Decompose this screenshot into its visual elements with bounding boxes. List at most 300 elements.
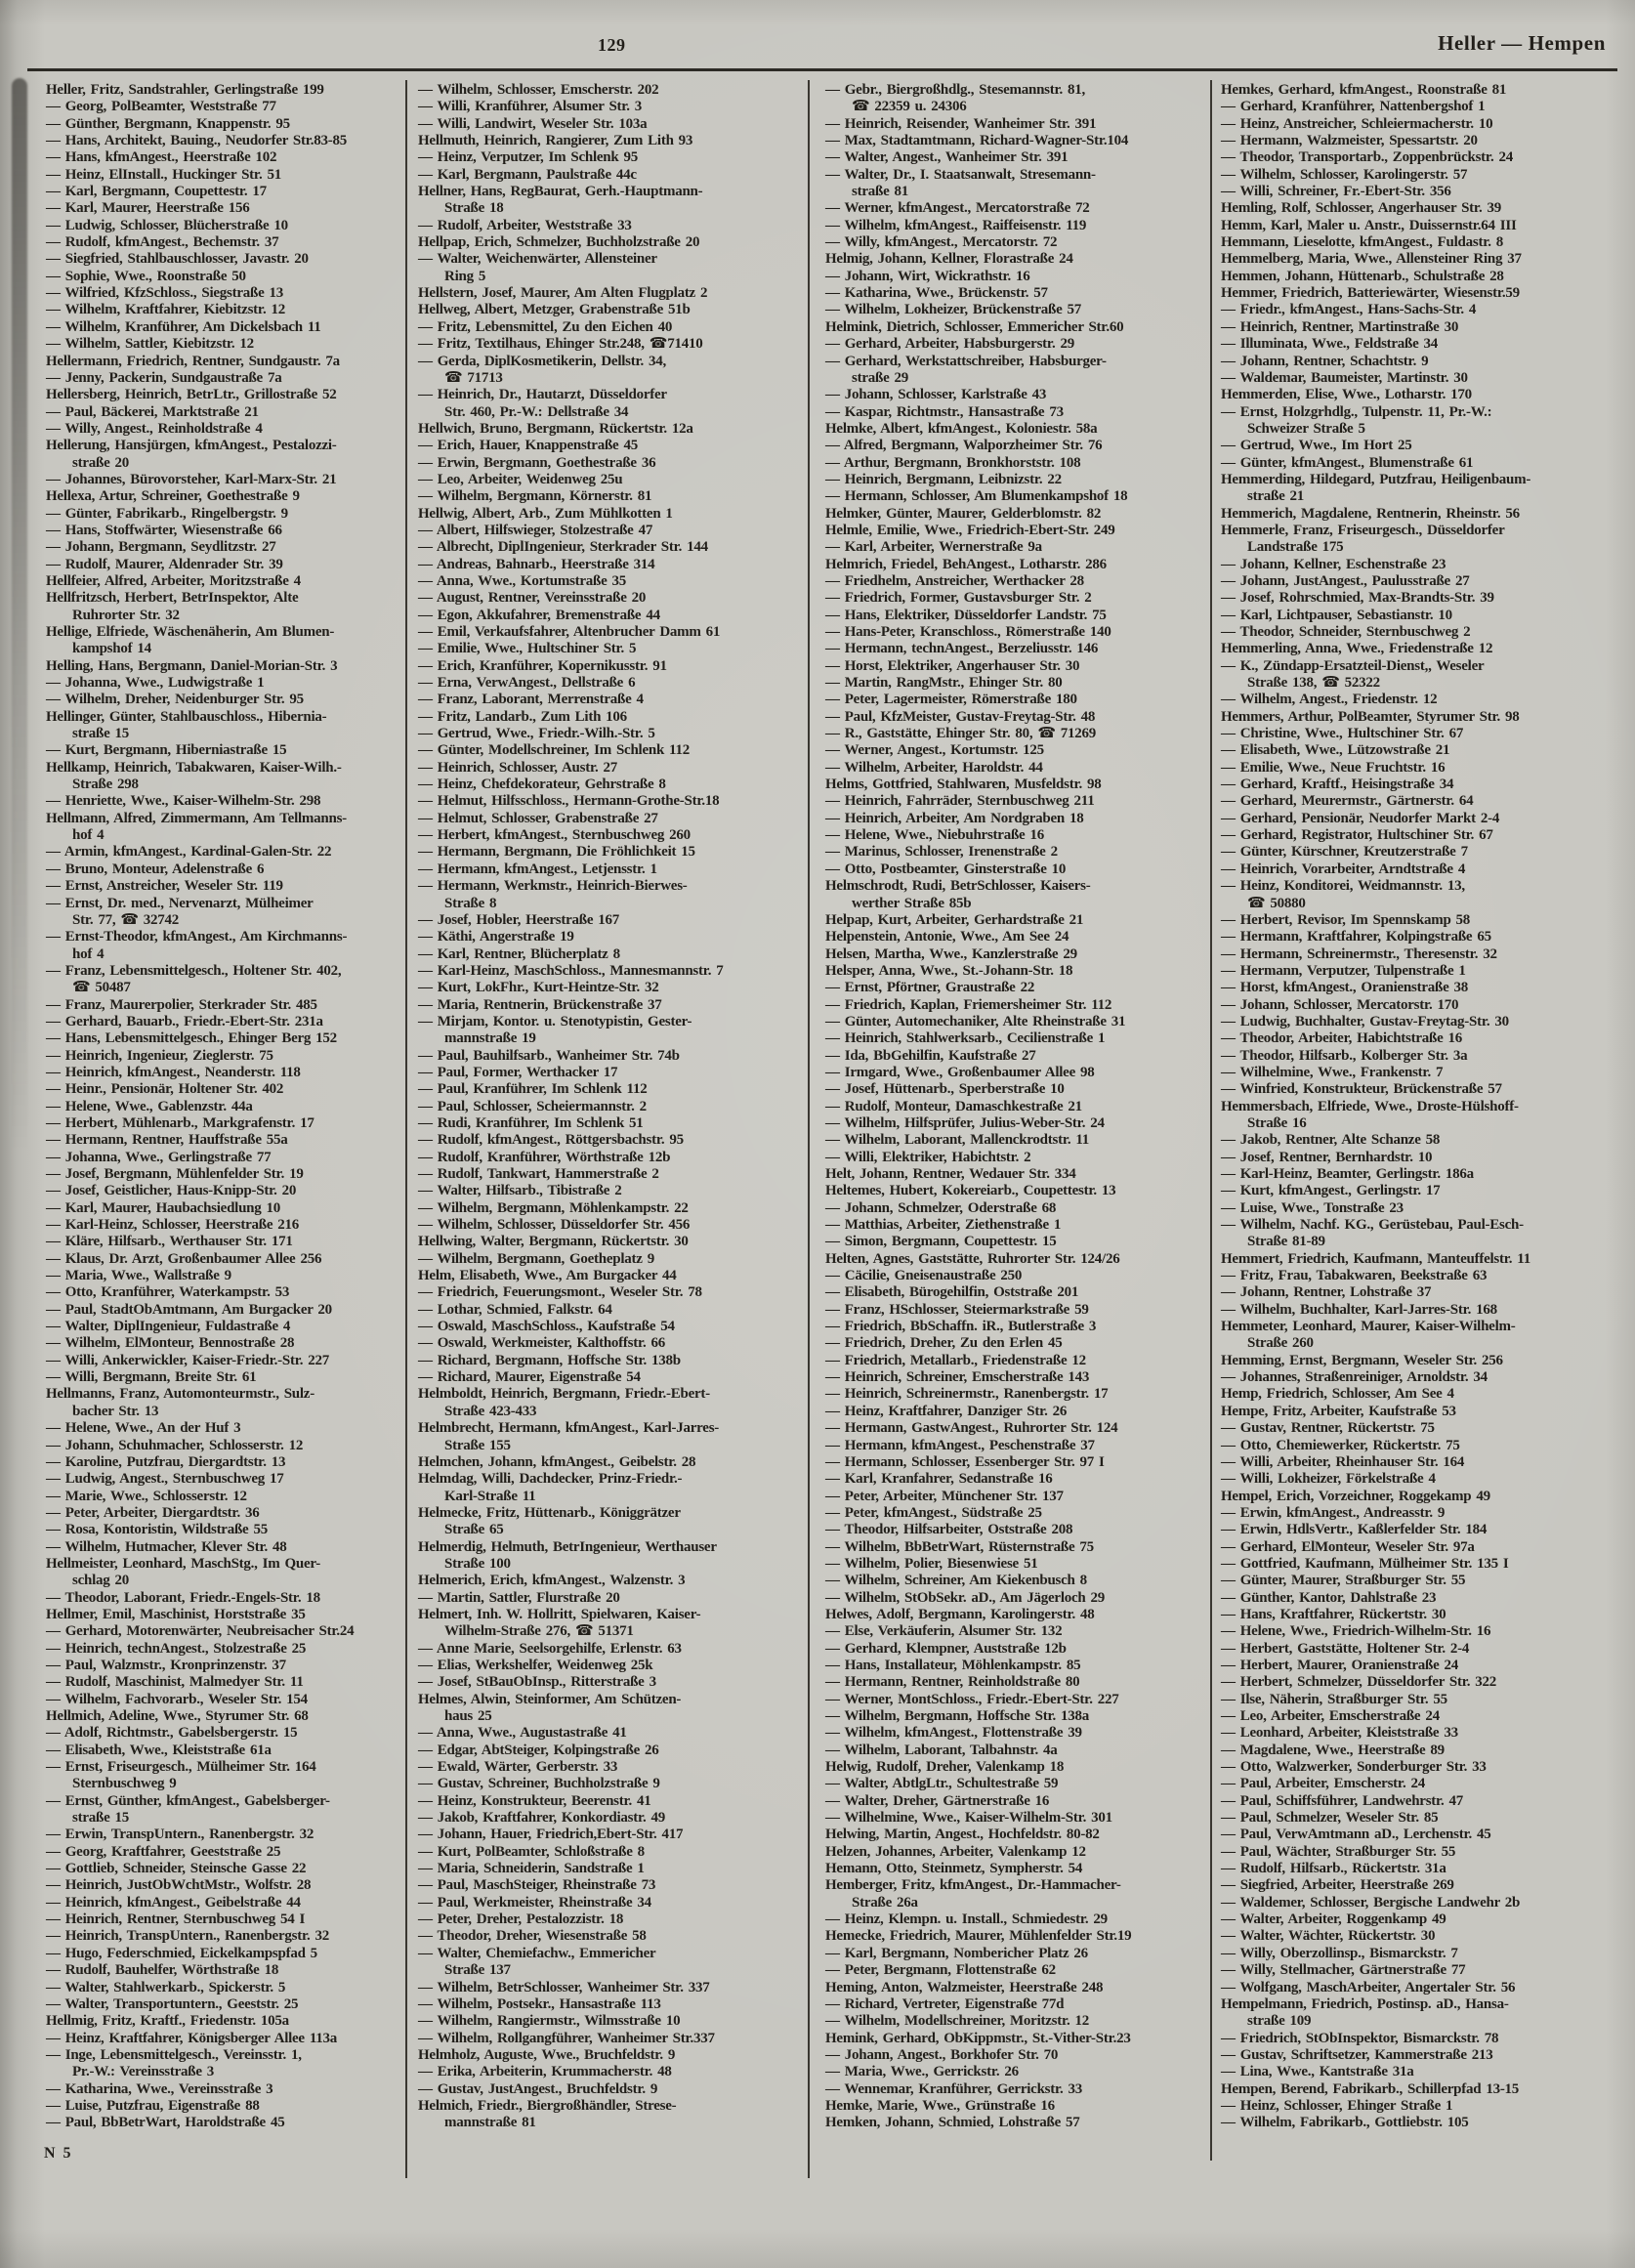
entry-line: — Franz, Laborant, Merrenstraße 4 bbox=[418, 692, 644, 708]
entry-line: Helmke, Albert, kfmAngest., Koloniestr. 58a bbox=[825, 420, 1098, 437]
entry-line: Heming, Anton, Walzmeister, Heerstraße 248 bbox=[825, 1979, 1104, 1995]
column-3 bbox=[825, 82, 1202, 2132]
entry-line: Helmbrecht, Hermann, kfmAngest., Karl-Jarres- bbox=[418, 1420, 720, 1437]
entry-line: — Erwin, HdlsVertr., Kaßlerfelder Str. 184 bbox=[1221, 1522, 1488, 1538]
entry-line: — Gertrud, Wwe., Im Hort 25 bbox=[1221, 438, 1412, 454]
entry-line: Hellinger, Günter, Stahlbauschloss., Hibernia- bbox=[46, 708, 327, 725]
entry-line: Helm, Elisabeth, Wwe., Am Burgacker 44 bbox=[418, 1268, 677, 1284]
entry-line: — Jakob, Rentner, Alte Schanze 58 bbox=[1221, 1132, 1441, 1149]
entry-line: — Willi, Schreiner, Fr.-Ebert-Str. 356 bbox=[1221, 184, 1451, 200]
entry-line: — Josef, Rohrschmied, Max-Brandts-Str. 39 bbox=[1221, 590, 1494, 607]
entry-line: Helmert, Inh. W. Hollritt, Spielwaren, Kaiser- bbox=[418, 1606, 701, 1622]
entry-line: Straße 298 bbox=[72, 777, 139, 793]
entry-line: — Friedrich, Feuerungsmont., Weseler Str. 78 bbox=[418, 1284, 702, 1301]
column-divider-3 bbox=[1210, 80, 1212, 2161]
entry-line: straße 15 bbox=[72, 1810, 129, 1827]
entry-line: — Hans, Kraftfahrer, Rückertstr. 30 bbox=[1221, 1606, 1446, 1622]
entry-line: — Heinrich, JustObWchtMstr., Wolfstr. 28 bbox=[46, 1877, 312, 1894]
entry-line: — Kurt, LokFhr., Kurt-Heintze-Str. 32 bbox=[418, 980, 659, 996]
entry-line: — Hans, Installateur, Möhlenkampstr. 85 bbox=[825, 1657, 1081, 1673]
entry-line: — Paul, VerwAmtmann aD., Lerchenstr. 45 bbox=[1221, 1827, 1491, 1843]
entry-line: — Karl, Bergmann, Coupettestr. 17 bbox=[46, 184, 267, 200]
entry-line: ☎ 50487 bbox=[72, 980, 131, 996]
entry-line: — Anna, Wwe., Kortumstraße 35 bbox=[418, 572, 627, 589]
entry-line: Hellige, Elfriede, Wäschenäherin, Am Blumen- bbox=[46, 624, 335, 640]
entry-line: — Friedrich, Former, Gustavsburger Str. 2 bbox=[825, 590, 1092, 607]
entry-line: — Johann, Schuhmacher, Schlosserstr. 12 bbox=[46, 1437, 304, 1453]
entry-line: — Helene, Wwe., Niebuhrstraße 16 bbox=[825, 827, 1044, 844]
entry-line: Hellersberg, Heinrich, BetrLtr., Grillostraße 52 bbox=[46, 387, 337, 403]
entry-line: — Erwin, TranspUntern., Ranenbergstr. 32 bbox=[46, 1827, 314, 1843]
entry-line: — Helmut, Hilfsschloss., Hermann-Grothe-Str.18 bbox=[418, 793, 720, 810]
entry-line: — Wilhelm, Kranführer, Am Dickelsbach 11 bbox=[46, 318, 321, 335]
entry-line: — Walter, AbtlgLtr., Schultestraße 59 bbox=[825, 1776, 1059, 1792]
entry-line: — Paul, BbBetrWart, Haroldstraße 45 bbox=[46, 2115, 285, 2131]
entry-line: — Günter, Maurer, Straßburger Str. 55 bbox=[1221, 1573, 1466, 1589]
entry-line: — Willy, Angest., Reinholdstraße 4 bbox=[46, 420, 263, 437]
entry-line: Hellfritzsch, Herbert, BetrInspektor, Alte bbox=[46, 590, 299, 607]
entry-line: — Heinrich, Reisender, Wanheimer Str. 391 bbox=[825, 115, 1097, 132]
entry-line: — Egon, Akkufahrer, Bremenstraße 44 bbox=[418, 607, 660, 623]
entry-line: — Hermann, Schlosser, Essenberger Str. 97 I bbox=[825, 1453, 1105, 1470]
entry-line: Hempe, Fritz, Arbeiter, Kaufstraße 53 bbox=[1221, 1403, 1456, 1419]
entry-line: — Emilie, Wwe., Neue Fruchtstr. 16 bbox=[1221, 759, 1446, 776]
entry-line: — Erika, Arbeiterin, Krummacherstr. 48 bbox=[418, 2064, 672, 2080]
entry-line: — Gerhard, Pensionär, Neudorfer Markt 2-4 bbox=[1221, 810, 1500, 826]
entry-line: — Franz, Lebensmittelgesch., Holtener Str. 402, bbox=[46, 962, 342, 979]
entry-line: — Friedr., kfmAngest., Hans-Sachs-Str. 4 bbox=[1221, 302, 1477, 318]
entry-line: — Wilhelm, Schlosser, Düsseldorfer Str. 456 bbox=[418, 1217, 691, 1234]
entry-line: — Ernst, Friseurgesch., Mülheimer Str. 164 bbox=[46, 1759, 316, 1776]
entry-line: — Willy, Stellmacher, Gärtnerstraße 77 bbox=[1221, 1962, 1466, 1979]
entry-line: — Franz, HSchlosser, Steiermarkstraße 59 bbox=[825, 1301, 1089, 1318]
entry-line: — Willy, Oberzollinsp., Bismarckstr. 7 bbox=[1221, 1945, 1458, 1961]
entry-line: — Rudolf, Maurer, Aldenrader Str. 39 bbox=[46, 556, 283, 572]
entry-line: Hemke, Marie, Wwe., Grünstraße 16 bbox=[825, 2097, 1055, 2114]
entry-line: — Friedhelm, Anstreicher, Werthacker 28 bbox=[825, 572, 1084, 589]
entry-line: — Gerhard, Arbeiter, Habsburgerstr. 29 bbox=[825, 336, 1074, 353]
entry-line: Heltemes, Hubert, Kokereiarb., Coupettestr. 13 bbox=[825, 1183, 1116, 1199]
entry-line: Helmich, Friedr., Biergroßhändler, Strese- bbox=[418, 2097, 677, 2114]
entry-line: Hemm, Karl, Maler u. Anstr., Duissernstr.64 III bbox=[1221, 217, 1517, 233]
entry-line: — Wilhelm, Bergmann, Hoffsche Str. 138a bbox=[825, 1708, 1089, 1724]
entry-line: Hellmer, Emil, Maschinist, Horststraße 35 bbox=[46, 1606, 306, 1622]
entry-line: — Wilhelm, kfmAngest., Flottenstraße 39 bbox=[825, 1725, 1082, 1742]
entry-line: — Wilhelm, StObSekr. aD., Am Jägerloch 29 bbox=[825, 1589, 1105, 1606]
entry-line: — Theodor, Hilfsarbeiter, Oststraße 208 bbox=[825, 1522, 1073, 1538]
entry-line: — Horst, kfmAngest., Oranienstraße 38 bbox=[1221, 980, 1468, 996]
entry-line: — Wilhelm, Angest., Friedenstr. 12 bbox=[1221, 692, 1438, 708]
entry-line: — Richard, Vertreter, Eigenstraße 77d bbox=[825, 1995, 1065, 2012]
entry-line: — Erich, Hauer, Knappenstraße 45 bbox=[418, 438, 638, 454]
entry-line: — Ernst, Anstreicher, Weseler Str. 119 bbox=[46, 878, 283, 895]
entry-line: — Elias, Werkshelfer, Weidenweg 25k bbox=[418, 1657, 653, 1673]
entry-line: — Hermann, Bergmann, Die Fröhlichkeit 15 bbox=[418, 844, 695, 861]
entry-line: — Hermann, Rentner, Hauffstraße 55a bbox=[46, 1132, 288, 1149]
entry-line: — Gerhard, Motorenwärter, Neubreisacher Str.24 bbox=[46, 1623, 355, 1640]
entry-line: Hempel, Erich, Vorzeichner, Roggekamp 49 bbox=[1221, 1488, 1490, 1504]
entry-line: — Ernst, Holzgrhdlg., Tulpenstr. 11, Pr.-W.: bbox=[1221, 403, 1492, 420]
entry-line: — Rudolf, Hilfsarb., Rückertstr. 31a bbox=[1221, 1861, 1446, 1877]
entry-line: bacher Str. 13 bbox=[72, 1403, 159, 1419]
entry-line: — Sophie, Wwe., Roonstraße 50 bbox=[46, 268, 246, 284]
entry-line: — Walter, Arbeiter, Roggenkamp 49 bbox=[1221, 1911, 1446, 1928]
entry-line: — Kurt, Bergmann, Hiberniastraße 15 bbox=[46, 742, 287, 759]
entry-line: — Maria, Wwe., Wallstraße 9 bbox=[46, 1268, 231, 1284]
entry-line: — Heinz, Kraftfahrer, Königsberger Allee 113a bbox=[46, 2030, 338, 2046]
entry-line: — Cäcilie, Gneisenaustraße 250 bbox=[825, 1268, 1023, 1284]
entry-line: — Gebr., Biergroßhdlg., Stesemannstr. 81, bbox=[825, 82, 1086, 98]
entry-line: — Wilhelm, Modellschreiner, Moritzstr. 12 bbox=[825, 2013, 1090, 2030]
entry-line: — Karoline, Putzfrau, Diergardtstr. 13 bbox=[46, 1453, 286, 1470]
entry-line: — Magdalene, Wwe., Heerstraße 89 bbox=[1221, 1742, 1445, 1758]
entry-line: — Wilhelm, Schlosser, Emscherstr. 202 bbox=[418, 82, 659, 98]
entry-line: Helmschrodt, Rudi, BetrSchlosser, Kaisers- bbox=[825, 878, 1091, 895]
entry-line: — Paul, Arbeiter, Emscherstr. 24 bbox=[1221, 1776, 1425, 1792]
entry-line: — Karl, Arbeiter, Wernerstraße 9a bbox=[825, 539, 1042, 556]
entry-line: Hemling, Rolf, Schlosser, Angerhauser Str. 39 bbox=[1221, 200, 1501, 217]
entry-line: Straße 65 bbox=[444, 1522, 504, 1538]
entry-line: — Johann, Schlosser, Karlstraße 43 bbox=[825, 387, 1047, 403]
entry-line: — Käthi, Angerstraße 19 bbox=[418, 929, 574, 945]
entry-line: — Martin, RangMstr., Ehinger Str. 80 bbox=[825, 675, 1063, 692]
entry-line: — Ernst, Pförtner, Graustraße 22 bbox=[825, 980, 1035, 996]
entry-line: — Simon, Bergmann, Coupettestr. 15 bbox=[825, 1234, 1057, 1250]
entry-line: — Heinrich, Vorarbeiter, Arndtstraße 4 bbox=[1221, 861, 1466, 877]
entry-line: — Hans, kfmAngest., Heerstraße 102 bbox=[46, 149, 277, 166]
entry-line: Str. 77, ☎ 32742 bbox=[72, 911, 180, 928]
entry-line: Helpap, Kurt, Arbeiter, Gerhardstraße 21 bbox=[825, 911, 1084, 928]
entry-line: Hemmann, Lieselotte, kfmAngest., Fuldastr. 8 bbox=[1221, 234, 1504, 251]
entry-line: Helwes, Adolf, Bergmann, Karolingerstr. 48 bbox=[825, 1606, 1095, 1622]
entry-line: — Heinrich, Stahlwerksarb., Cecilienstraße 1 bbox=[825, 1030, 1106, 1047]
entry-line: — Siegfried, Stahlbauschlosser, Javastr. 20 bbox=[46, 251, 309, 268]
entry-line: Helmink, Dietrich, Schlosser, Emmericher Str.60 bbox=[825, 318, 1124, 335]
entry-line: — Wilhelm, Bergmann, Goetheplatz 9 bbox=[418, 1250, 654, 1267]
entry-line: — Paul, Schlosser, Scheiermannstr. 2 bbox=[418, 1098, 647, 1114]
entry-line: — Emilie, Wwe., Hultschiner Str. 5 bbox=[418, 641, 637, 657]
entry-line: Hellkamp, Heinrich, Tabakwaren, Kaiser-Wilh.- bbox=[46, 759, 342, 776]
column-1 bbox=[46, 82, 405, 2132]
entry-line: — Friedrich, BbSchaffn. iR., Butlerstraße 3 bbox=[825, 1319, 1097, 1335]
entry-line: Hellexa, Artur, Schreiner, Goethestraße 9 bbox=[46, 488, 300, 505]
entry-line: — Herbert, Maurer, Oranienstraße 24 bbox=[1221, 1657, 1459, 1673]
entry-line: — Wilhelm, Rangiermstr., Wilmsstraße 10 bbox=[418, 2013, 681, 2030]
entry-line: — Hermann, technAngest., Berzeliusstr. 146 bbox=[825, 641, 1099, 657]
entry-line: — Wilhelm, ElMonteur, Bennostraße 28 bbox=[46, 1335, 295, 1352]
scan-edge-shadow bbox=[12, 78, 27, 1153]
entry-line: — Winfried, Konstrukteur, Brückenstraße 57 bbox=[1221, 1081, 1502, 1098]
entry-line: — Johann, Hauer, Friedrich,Ebert-Str. 417 bbox=[418, 1827, 684, 1843]
entry-line: Hemmelberg, Maria, Wwe., Allensteiner Ring 37 bbox=[1221, 251, 1522, 268]
entry-line: — Rudolf, Monteur, Damaschkestraße 21 bbox=[825, 1098, 1082, 1114]
entry-line: — Emil, Verkaufsfahrer, Altenbrucher Damm 61 bbox=[418, 624, 721, 640]
entry-line: — Helene, Wwe., Gablenzstr. 44a bbox=[46, 1098, 253, 1114]
entry-line: — Heinr., Pensionär, Holtener Str. 402 bbox=[46, 1081, 284, 1098]
entry-line: — Kurt, kfmAngest., Gerlingstr. 17 bbox=[1221, 1183, 1441, 1199]
entry-line: — Gerhard, Registrator, Hultschiner Str. 67 bbox=[1221, 827, 1493, 844]
entry-line: Straße 155 bbox=[444, 1437, 511, 1453]
entry-line: Heller, Fritz, Sandstrahler, Gerlingstraße 199 bbox=[46, 82, 324, 98]
entry-line: — Werner, kfmAngest., Mercatorstraße 72 bbox=[825, 200, 1090, 217]
entry-line: — Heinrich, Schreinermstr., Ranenbergstr. 17 bbox=[825, 1386, 1109, 1403]
entry-line: — Lina, Wwe., Kantstraße 31a bbox=[1221, 2064, 1414, 2080]
entry-line: — Herbert, Gaststätte, Holtener Str. 2-4 bbox=[1221, 1640, 1470, 1657]
entry-line: Hemmerle, Franz, Friseurgesch., Düsseldorfer bbox=[1221, 522, 1505, 538]
entry-line: Landstraße 175 bbox=[1247, 539, 1344, 556]
entry-line: — Johanna, Wwe., Gerlingstraße 77 bbox=[46, 1149, 272, 1165]
entry-line: — R., Gaststätte, Ehinger Str. 80, ☎ 71269 bbox=[825, 726, 1097, 742]
entry-line: — Hermann, Werkmstr., Heinrich-Bierwes- bbox=[418, 878, 688, 895]
entry-line: — Ludwig, Schlosser, Blücherstraße 10 bbox=[46, 217, 288, 233]
entry-line: — Irmgard, Wwe., Großenbaumer Allee 98 bbox=[825, 1064, 1095, 1080]
entry-line: — Leo, Arbeiter, Emscherstraße 24 bbox=[1221, 1708, 1440, 1724]
entry-line: Hellmig, Fritz, Kraftf., Friedenstr. 105a bbox=[46, 2013, 289, 2030]
entry-line: — Friedrich, Kaplan, Friemersheimer Str. 112 bbox=[825, 996, 1112, 1013]
entry-line: — Fritz, Lebensmittel, Zu den Eichen 40 bbox=[418, 318, 673, 335]
entry-line: — Karl, Bergmann, Nombericher Platz 26 bbox=[825, 1945, 1088, 1961]
entry-line: — Gottfried, Kaufmann, Mülheimer Str. 135 I bbox=[1221, 1555, 1509, 1572]
entry-line: Helsper, Anna, Wwe., St.-Johann-Str. 18 bbox=[825, 962, 1073, 979]
entry-line: — Maria, Schneiderin, Sandstraße 1 bbox=[418, 1861, 645, 1877]
entry-line: — Josef, Bergmann, Mühlenfelder Str. 19 bbox=[46, 1166, 304, 1182]
entry-line: — Hans, Stoffwärter, Wiesenstraße 66 bbox=[46, 522, 282, 538]
entry-line: — Gottlieb, Schneider, Steinsche Gasse 22 bbox=[46, 1861, 307, 1877]
entry-line: — Wilhelm, Hutmacher, Klever Str. 48 bbox=[46, 1538, 287, 1555]
entry-line: — Gustav, JustAngest., Bruchfeldstr. 9 bbox=[418, 2080, 658, 2097]
entry-line: Helmchen, Johann, kfmAngest., Geibelstr. 28 bbox=[418, 1453, 696, 1470]
entry-line: Hellmanns, Franz, Automonteurmstr., Sulz- bbox=[46, 1386, 314, 1403]
entry-line: — Walter, Stahlwerkarb., Spickerstr. 5 bbox=[46, 1979, 286, 1995]
entry-line: — Rosa, Kontoristin, Wildstraße 55 bbox=[46, 1522, 268, 1538]
entry-line: — Wennemar, Kranführer, Gerrickstr. 33 bbox=[825, 2080, 1083, 2097]
entry-line: Hemmerding, Hildegard, Putzfrau, Heiligenbaum- bbox=[1221, 471, 1531, 487]
entry-line: — Günter, kfmAngest., Blumenstraße 61 bbox=[1221, 454, 1474, 471]
entry-line: — Erich, Kranführer, Kopernikusstr. 91 bbox=[418, 657, 667, 674]
entry-line: — Willi, Bergmann, Breite Str. 61 bbox=[46, 1369, 257, 1386]
entry-line: — Walter, Angest., Wanheimer Str. 391 bbox=[825, 149, 1069, 166]
entry-line: — Karl-Heinz, Beamter, Gerlingstr. 186a bbox=[1221, 1166, 1474, 1182]
entry-line: — Rudolf, Maschinist, Malmedyer Str. 11 bbox=[46, 1674, 304, 1691]
entry-line: — Paul, Schiffsführer, Landwehrstr. 47 bbox=[1221, 1792, 1464, 1809]
entry-line: — Heinrich, Arbeiter, Am Nordgraben 18 bbox=[825, 810, 1084, 826]
entry-line: — Herbert, Mühlenarb., Markgrafenstr. 17 bbox=[46, 1114, 314, 1131]
entry-line: — Otto, Chemiewerker, Rückertstr. 75 bbox=[1221, 1437, 1460, 1453]
entry-line: — Helene, Wwe., Friedrich-Wilhelm-Str. 16 bbox=[1221, 1623, 1491, 1640]
entry-line: — Maria, Rentnerin, Brückenstraße 37 bbox=[418, 996, 662, 1013]
entry-line: — Theodor, Arbeiter, Habichtstraße 16 bbox=[1221, 1030, 1463, 1047]
entry-line: — Rudolf, Kranführer, Wörthstraße 12b bbox=[418, 1149, 671, 1165]
entry-line: — Erwin, kfmAngest., Andreasstr. 9 bbox=[1221, 1504, 1446, 1521]
entry-line: hof 4 bbox=[72, 827, 105, 844]
entry-line: — Ewald, Wärter, Gerberstr. 33 bbox=[418, 1759, 618, 1776]
entry-line: Helmerdig, Helmuth, BetrIngenieur, Werthauser bbox=[418, 1538, 717, 1555]
entry-line: — Gerhard, Kraftf., Heisingstraße 34 bbox=[1221, 777, 1454, 793]
entry-line: Helwig, Rudolf, Dreher, Valenkamp 18 bbox=[825, 1759, 1065, 1776]
entry-line: — Elisabeth, Wwe., Kleiststraße 61a bbox=[46, 1742, 272, 1758]
entry-line: — Johannes, Bürovorsteher, Karl-Marx-Str. 21 bbox=[46, 471, 337, 487]
entry-line: — Mirjam, Kontor. u. Stenotypistin, Gester- bbox=[418, 1013, 692, 1029]
entry-line: Hemink, Gerhard, ObKippmstr., St.-Vither-Str.23 bbox=[825, 2030, 1131, 2046]
entry-line: — Fritz, Textilhaus, Ehinger Str.248, ☎71410 bbox=[418, 336, 703, 353]
entry-line: — Heinrich, kfmAngest., Geibelstraße 44 bbox=[46, 1894, 301, 1911]
column-divider-2 bbox=[808, 80, 810, 2178]
entry-line: Hemmerden, Elise, Wwe., Lotharstr. 170 bbox=[1221, 387, 1472, 403]
entry-line: — Otto, Postbeamter, Ginsterstraße 10 bbox=[825, 861, 1067, 877]
entry-line: — Kurt, PolBeamter, Schloßstraße 8 bbox=[418, 1843, 645, 1860]
entry-line: Straße 81-89 bbox=[1247, 1234, 1325, 1250]
entry-line: — August, Rentner, Vereinsstraße 20 bbox=[418, 590, 647, 607]
signature-mark: N 5 bbox=[44, 2145, 73, 2162]
entry-line: — Wilhelm, Hilfsprüfer, Julius-Weber-Str. 24 bbox=[825, 1114, 1105, 1131]
entry-line: — Hermann, Walzmeister, Spessartstr. 20 bbox=[1221, 133, 1478, 149]
entry-line: Straße 100 bbox=[444, 1555, 511, 1572]
entry-line: — Heinz, Anstreicher, Schleiermacherstr. 10 bbox=[1221, 115, 1493, 132]
entry-line: — Wilhelm, Nachf. KG., Gerüstebau, Paul-Esch- bbox=[1221, 1217, 1524, 1234]
entry-line: — Ludwig, Angest., Sternbuschweg 17 bbox=[46, 1471, 284, 1488]
entry-line: — Walter, Transportuntern., Geeststr. 25 bbox=[46, 1995, 299, 2012]
entry-line: — Katharina, Wwe., Brückenstr. 57 bbox=[825, 285, 1048, 302]
entry-line: — Wilhelm, BetrSchlosser, Wanheimer Str. 337 bbox=[418, 1979, 710, 1995]
entry-line: — Gerhard, Kranführer, Nattenbergshof 1 bbox=[1221, 99, 1486, 115]
entry-line: — Wilhelmine, Wwe., Kaiser-Wilhelm-Str. 301 bbox=[825, 1810, 1112, 1827]
entry-line: — Karl, Maurer, Heerstraße 156 bbox=[46, 200, 250, 217]
entry-line: — Gertrud, Wwe., Friedr.-Wilh.-Str. 5 bbox=[418, 726, 655, 742]
entry-line: — Heinrich, Bergmann, Leibnizstr. 22 bbox=[825, 471, 1062, 487]
entry-line: — Rudi, Kranführer, Im Schlenk 51 bbox=[418, 1114, 644, 1131]
entry-line: Helling, Hans, Bergmann, Daniel-Morian-Str. 3 bbox=[46, 657, 338, 674]
entry-line: — Inge, Lebensmittelgesch., Vereinsstr. 1, bbox=[46, 2046, 302, 2063]
entry-line: Hellmeister, Leonhard, MaschStg., Im Quer- bbox=[46, 1555, 321, 1572]
entry-line: — Wilhelm, Bergmann, Körnerstr. 81 bbox=[418, 488, 652, 505]
entry-line: Straße 423-433 bbox=[444, 1403, 537, 1419]
entry-line: — Wilhelm, Lokheizer, Brückenstraße 57 bbox=[825, 302, 1082, 318]
entry-line: mannstraße 19 bbox=[444, 1030, 536, 1047]
entry-line: — Wilhelm, BbBetrWart, Rüsternstraße 75 bbox=[825, 1538, 1094, 1555]
entry-line: — Leonhard, Arbeiter, Kleiststraße 33 bbox=[1221, 1725, 1458, 1742]
entry-line: Helmig, Johann, Kellner, Florastraße 24 bbox=[825, 251, 1073, 268]
entry-line: Hemmerich, Magdalene, Rentnerin, Rheinstr. 56 bbox=[1221, 505, 1520, 522]
entry-line: — Anne Marie, Seelsorgehilfe, Erlenstr. 63 bbox=[418, 1640, 682, 1657]
entry-line: — Heinz, Konditorei, Weidmannstr. 13, bbox=[1221, 878, 1465, 895]
entry-line: Ruhrorter Str. 32 bbox=[72, 607, 180, 623]
entry-line: — Hermann, Rentner, Reinholdstraße 80 bbox=[825, 1674, 1080, 1691]
entry-line: — Karl, Maurer, Haubachsiedlung 10 bbox=[46, 1199, 281, 1216]
entry-line: — Wilhelm, Bergmann, Möhlenkampstr. 22 bbox=[418, 1199, 689, 1216]
entry-line: Hemberger, Fritz, kfmAngest., Dr.-Hammacher- bbox=[825, 1877, 1121, 1894]
entry-line: — Marie, Wwe., Schlosserstr. 12 bbox=[46, 1488, 247, 1504]
entry-line: — Johann, Rentner, Lohstraße 37 bbox=[1221, 1284, 1432, 1301]
entry-line: Helmholz, Auguste, Wwe., Bruchfeldstr. 9 bbox=[418, 2046, 676, 2063]
entry-line: Hemkes, Gerhard, kfmAngest., Roonstraße 81 bbox=[1221, 82, 1507, 98]
entry-line: — Franz, Maurerpolier, Sterkrader Str. 485 bbox=[46, 996, 317, 1013]
entry-line: — Walter, Dreher, Gärtnerstraße 16 bbox=[825, 1792, 1050, 1809]
entry-line: Schweizer Straße 5 bbox=[1247, 420, 1365, 437]
entry-line: — Herbert, Schmelzer, Düsseldorfer Str. 322 bbox=[1221, 1674, 1496, 1691]
entry-line: — Willi, Kranführer, Alsumer Str. 3 bbox=[418, 99, 643, 115]
entry-line: straße 15 bbox=[72, 726, 129, 742]
entry-line: — Klaus, Dr. Arzt, Großenbaumer Allee 256 bbox=[46, 1250, 322, 1267]
entry-line: — Luise, Wwe., Tonstraße 23 bbox=[1221, 1199, 1404, 1216]
entry-line: Hemmen, Johann, Hüttenarb., Schulstraße 28 bbox=[1221, 268, 1504, 284]
entry-line: — Heinrich, Dr., Hautarzt, Düsseldorfer bbox=[418, 387, 667, 403]
entry-line: — Herbert, kfmAngest., Sternbuschweg 260 bbox=[418, 827, 691, 844]
entry-line: — Walter, DiplIngenieur, Fuldastraße 4 bbox=[46, 1319, 291, 1335]
entry-line: Ring 5 bbox=[444, 268, 486, 284]
column-divider-1 bbox=[405, 80, 407, 2178]
entry-line: Straße 260 bbox=[1247, 1335, 1314, 1352]
entry-line: — Willi, Ankerwickler, Kaiser-Friedr.-Str. 227 bbox=[46, 1352, 330, 1368]
entry-line: — Ida, BbGehilfin, Kaufstraße 27 bbox=[825, 1047, 1036, 1064]
entry-line: — Wilhelm, Fachvorarb., Weseler Str. 154 bbox=[46, 1691, 308, 1707]
entry-line: — Karl, Kranfahrer, Sedanstraße 16 bbox=[825, 1471, 1053, 1488]
entry-line: — Günter, Automechaniker, Alte Rheinstraße 31 bbox=[825, 1013, 1126, 1029]
entry-line: — Richard, Maurer, Eigenstraße 54 bbox=[418, 1369, 641, 1386]
entry-line: ☎ 22359 u. 24306 bbox=[852, 99, 967, 115]
entry-line: Helmboldt, Heinrich, Bergmann, Friedr.-Ebert- bbox=[418, 1386, 710, 1403]
entry-line: — Peter, Arbeiter, Münchener Str. 137 bbox=[825, 1488, 1064, 1504]
entry-line: — Albrecht, DiplIngenieur, Sterkrader Str. 144 bbox=[418, 539, 708, 556]
entry-line: — Jakob, Kraftfahrer, Konkordiastr. 49 bbox=[418, 1810, 666, 1827]
entry-line: — Kläre, Hilfsarb., Werthauser Str. 171 bbox=[46, 1234, 293, 1250]
entry-line: Hellpap, Erich, Schmelzer, Buchholzstraße 20 bbox=[418, 234, 700, 251]
entry-line: — Gerhard, Werkstattschreiber, Habsburger- bbox=[825, 353, 1107, 369]
entry-line: — Werner, Angest., Kortumstr. 125 bbox=[825, 742, 1044, 759]
entry-line: — Wilhelm, Dreher, Neidenburger Str. 95 bbox=[46, 692, 304, 708]
entry-line: — Hans-Peter, Kranschloss., Römerstraße 140 bbox=[825, 624, 1111, 640]
entry-line: — Oswald, Werkmeister, Kalthoffstr. 66 bbox=[418, 1335, 666, 1352]
entry-line: Straße 138, ☎ 52322 bbox=[1247, 675, 1380, 692]
entry-line: — Karl, Lichtpauser, Sebastianstr. 10 bbox=[1221, 607, 1452, 623]
entry-line: — Hermann, Verputzer, Tulpenstraße 1 bbox=[1221, 962, 1466, 979]
entry-line: Hemmert, Friedrich, Kaufmann, Manteuffelstr. 11 bbox=[1221, 1250, 1530, 1267]
entry-line: Wilhelm-Straße 276, ☎ 51371 bbox=[444, 1623, 634, 1640]
entry-line: — Luise, Putzfrau, Eigenstraße 88 bbox=[46, 2097, 260, 2114]
entry-line: — Matthias, Arbeiter, Ziethenstraße 1 bbox=[825, 1217, 1062, 1234]
entry-line: — Willi, Arbeiter, Rheinhauser Str. 164 bbox=[1221, 1453, 1465, 1470]
entry-line: — Hermann, Schlosser, Am Blumenkampshof 18 bbox=[825, 488, 1128, 505]
entry-line: Hemmersbach, Elfriede, Wwe., Droste-Hülshoff- bbox=[1221, 1098, 1519, 1114]
entry-line: — Heinrich, Ingenieur, Zieglerstr. 75 bbox=[46, 1047, 273, 1064]
entry-line: — Theodor, Laborant, Friedr.-Engels-Str. 18 bbox=[46, 1589, 320, 1606]
entry-line: — Wilhelm, Rollgangführer, Wanheimer Str.337 bbox=[418, 2030, 715, 2046]
entry-line: — Johann, Kellner, Eschenstraße 23 bbox=[1221, 556, 1446, 572]
entry-line: — Günther, Kantor, Dahlstraße 23 bbox=[1221, 1589, 1437, 1606]
entry-line: Hemming, Ernst, Bergmann, Weseler Str. 256 bbox=[1221, 1352, 1503, 1368]
entry-line: — Else, Verkäuferin, Alsumer Str. 132 bbox=[825, 1623, 1063, 1640]
entry-line: — Karl-Heinz, Schlosser, Heerstraße 216 bbox=[46, 1217, 299, 1234]
entry-line: — Georg, PolBeamter, Weststraße 77 bbox=[46, 99, 276, 115]
entry-line: — Karl, Rentner, Blücherplatz 8 bbox=[418, 945, 620, 962]
entry-line: — Hans, Lebensmittelgesch., Ehinger Berg 152 bbox=[46, 1030, 337, 1047]
entry-line: — Edgar, AbtSteiger, Kolpingstraße 26 bbox=[418, 1742, 659, 1758]
entry-line: — Helene, Wwe., An der Huf 3 bbox=[46, 1420, 241, 1437]
entry-line: — Wilfried, KfzSchloss., Siegstraße 13 bbox=[46, 285, 284, 302]
entry-line: — Henriette, Wwe., Kaiser-Wilhelm-Str. 298 bbox=[46, 793, 321, 810]
page-header bbox=[0, 29, 1635, 63]
entry-line: Hellstern, Josef, Maurer, Am Alten Flugplatz 2 bbox=[418, 285, 708, 302]
entry-line: Straße 16 bbox=[1247, 1114, 1307, 1131]
entry-line: Helmerich, Erich, kfmAngest., Walzenstr. 3 bbox=[418, 1573, 686, 1589]
entry-line: — Heinz, Kraftfahrer, Danziger Str. 26 bbox=[825, 1403, 1068, 1419]
entry-line: — Wilhelm, Kraftfahrer, Kiebitzstr. 12 bbox=[46, 302, 285, 318]
entry-line: — Paul, KfzMeister, Gustav-Freytag-Str. 48 bbox=[825, 708, 1096, 725]
entry-line: Hellfeier, Alfred, Arbeiter, Moritzstraße 4 bbox=[46, 572, 301, 589]
entry-line: straße 81 bbox=[852, 184, 908, 200]
entry-line: — Ernst, Dr. med., Nervenarzt, Mülheimer bbox=[46, 895, 314, 911]
entry-line: — Otto, Kranführer, Waterkampstr. 53 bbox=[46, 1284, 290, 1301]
column-4 bbox=[1221, 82, 1631, 2132]
